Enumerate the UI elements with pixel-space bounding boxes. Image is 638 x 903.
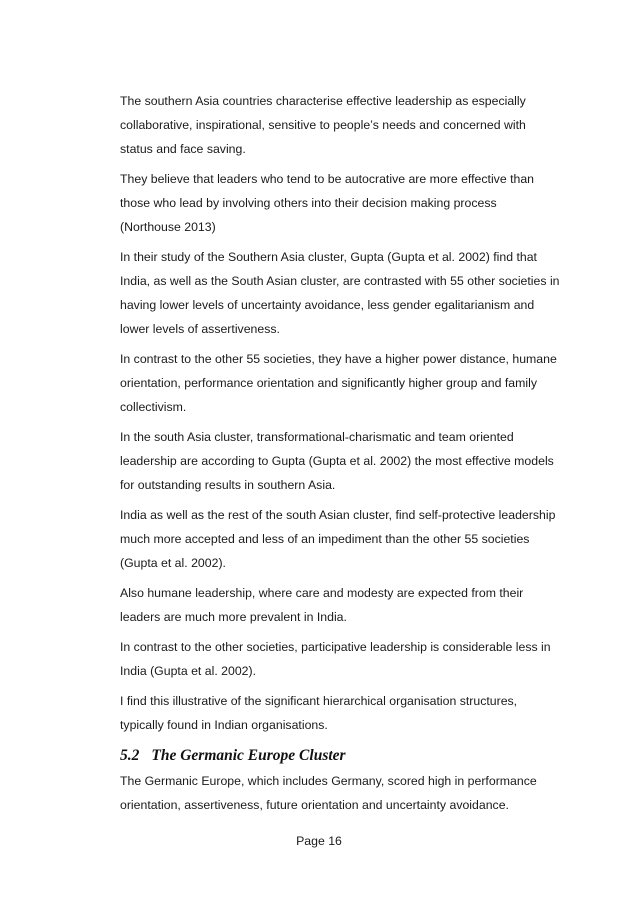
paragraph-1: The southern Asia countries characterise effective leadership as especially collaborative, inspirational, sensitive to people’s needs and concerned with status and face saving. (120, 94, 526, 156)
page-footer (0, 833, 638, 849)
paragraph-8: In contrast to the other societies, participative leadership is considerable less in India (Gupta et al. 2002). (120, 640, 551, 678)
section-title: The Germanic Europe Cluster (151, 747, 346, 764)
paragraph-3: In their study of the Southern Asia cluster, Gupta (Gupta et al. 2002) find that India, as well as the South Asian cluster, are contrasted with 55 other societies in having lower levels of uncertainty avoidance, less gender egalitarianism and lower levels of assertiveness. (120, 250, 560, 336)
section-heading (120, 743, 560, 769)
paragraph-4: In contrast to the other 55 societies, they have a higher power distance, humane orientation, performance orientation and significantly higher group and family collectivism. (120, 352, 557, 414)
section-paragraph: The Germanic Europe, which includes Germany, scored high in performance orientation, assertiveness, future orientation and uncertainty avoidance. (120, 774, 537, 812)
section-number: 5.2 (120, 747, 140, 764)
page-number: Page 16 (296, 834, 342, 848)
page-body (120, 89, 560, 823)
paragraph-7: Also humane leadership, where care and modesty are expected from their leaders are much more prevalent in India. (120, 586, 524, 624)
paragraph-9: I find this illustrative of the significant hierarchical organisation structures, typically found in Indian organisations. (120, 694, 518, 732)
paragraph-2: They believe that leaders who tend to be autocrative are more effective than those who lead by involving others into their decision making process (Northouse 2013) (120, 172, 535, 234)
paragraph-5: In the south Asia cluster, transformational-charismatic and team oriented leadership are according to Gupta (Gupta et al. 2002) the most effective models for outstanding results in southern Asia. (120, 430, 554, 492)
paragraph-6: India as well as the rest of the south Asian cluster, find self-protective leadership much more accepted and less of an impediment than the other 55 societies (Gupta et al. 2002). (120, 508, 556, 570)
